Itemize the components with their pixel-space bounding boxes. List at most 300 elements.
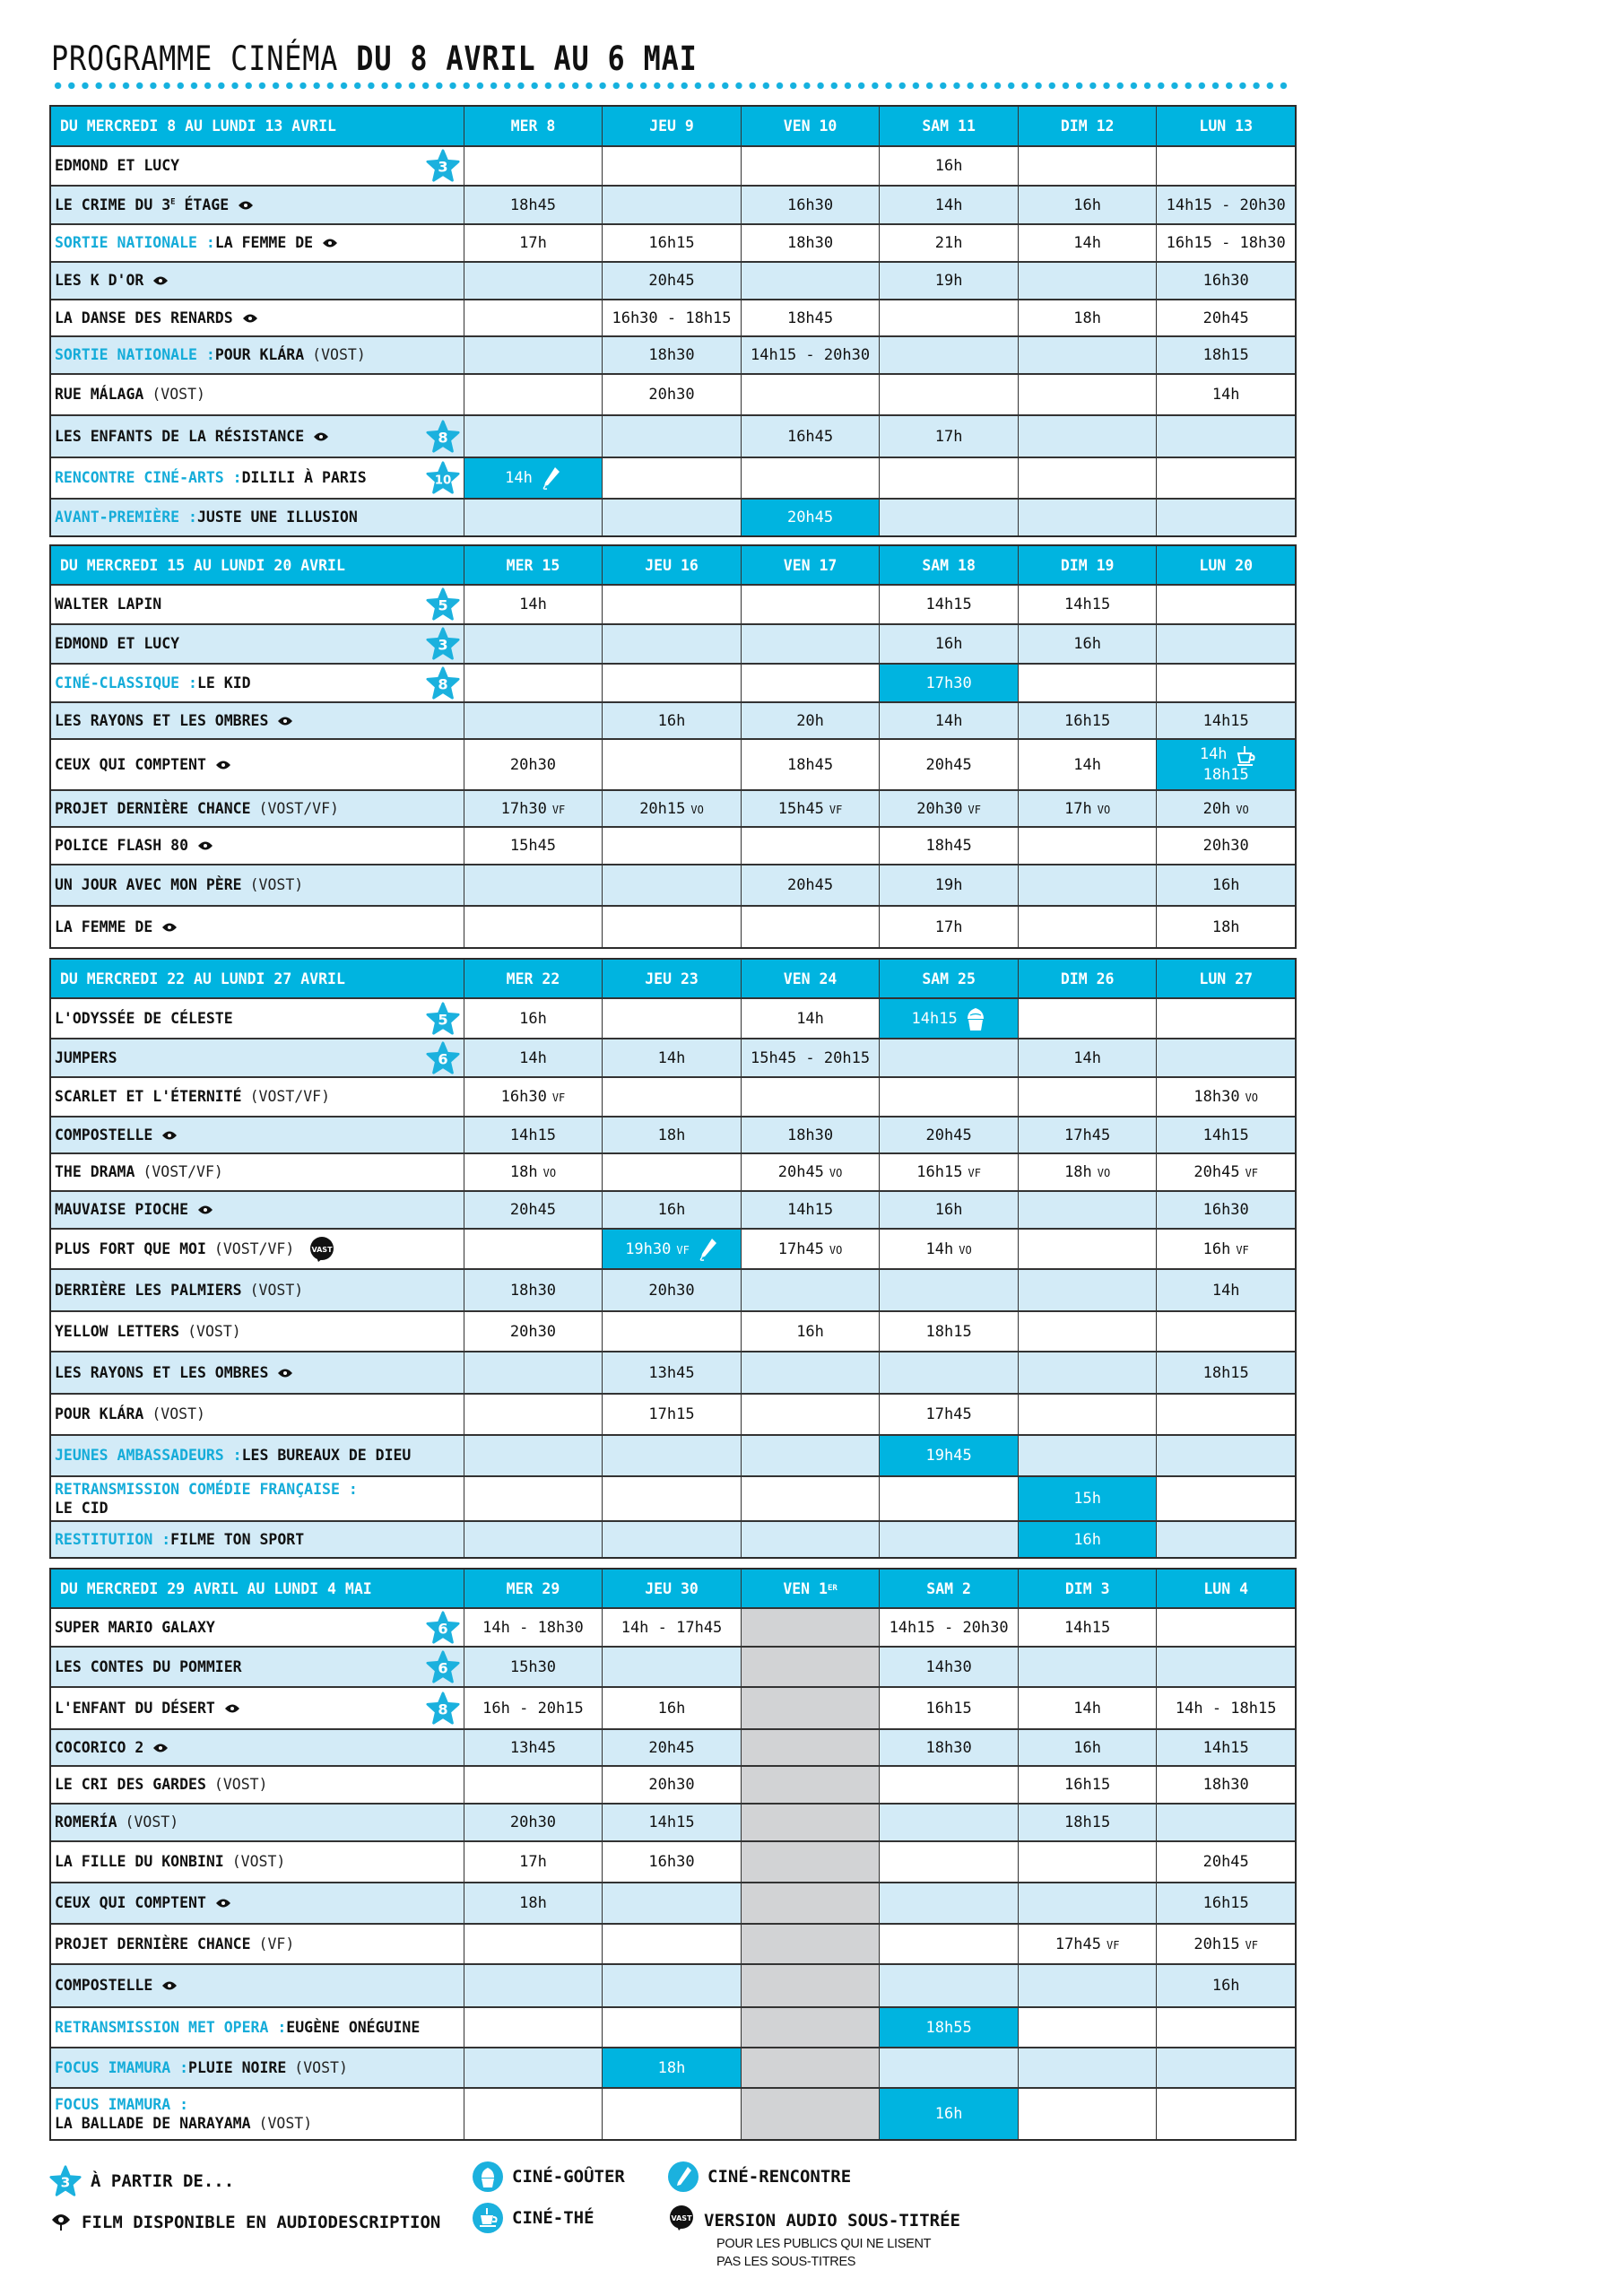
showtime-cell — [602, 1965, 741, 2006]
showtime: 20h30 — [509, 1322, 557, 1341]
day-header: LUN 20 — [1156, 546, 1295, 584]
showtime-cell[interactable] — [879, 740, 1018, 789]
showtime-cell — [879, 1965, 1018, 2006]
showtime-cell[interactable] — [464, 1883, 603, 1923]
showtime-cell[interactable] — [602, 337, 741, 373]
showtime-cell — [741, 1395, 880, 1434]
showtime-cell — [1018, 500, 1157, 535]
showtime: 16h30 — [1202, 1201, 1249, 1219]
page-title — [51, 39, 698, 78]
showtime-cell[interactable] — [1156, 907, 1295, 947]
showtime-cell[interactable] — [602, 225, 741, 261]
showtime-cell — [1018, 1230, 1157, 1268]
showtime: 14h — [505, 469, 533, 487]
showtime-cell[interactable] — [464, 1648, 603, 1686]
showtime-cell[interactable] — [741, 1118, 880, 1152]
showtime-cell[interactable] — [1018, 187, 1157, 223]
film-version: (VOST/VF) — [258, 799, 339, 817]
film-row — [51, 1310, 1295, 1351]
showtime-cell[interactable] — [879, 1154, 1018, 1190]
showtime-cell[interactable] — [879, 2089, 1018, 2139]
showtime-cell[interactable] — [602, 1352, 741, 1393]
showtime-cell[interactable] — [879, 263, 1018, 299]
showtime-cell[interactable] — [1018, 586, 1157, 623]
showtime-cell[interactable] — [602, 1395, 741, 1434]
showtime: 18h — [657, 2058, 686, 2077]
showtime-cell[interactable] — [1156, 187, 1295, 223]
showtime: 17h45 — [1064, 1126, 1111, 1144]
film-row — [51, 223, 1295, 261]
film-name-cell — [51, 1078, 464, 1116]
showtime-cell[interactable] — [741, 416, 880, 457]
showtime-cell[interactable] — [879, 1118, 1018, 1152]
showtime-cell — [1156, 1395, 1295, 1434]
showtime-cell[interactable] — [602, 1270, 741, 1310]
showtime-cell[interactable] — [602, 375, 741, 414]
showtime-cell[interactable] — [1018, 1154, 1157, 1190]
showtime-cell[interactable] — [1156, 1688, 1295, 1728]
showtime-cell[interactable] — [879, 1192, 1018, 1228]
film-version: (VOST) — [312, 346, 366, 364]
showtime-cell[interactable] — [1018, 740, 1157, 789]
showtime-cell[interactable] — [464, 791, 603, 826]
film-version: (VOST) — [249, 1281, 304, 1299]
showtime: 20h — [796, 711, 824, 730]
showtime-cell[interactable] — [602, 1039, 741, 1076]
showtime: 15h30 — [509, 1657, 557, 1676]
showtime: 16h — [934, 1201, 963, 1219]
audiodescription-icon — [197, 839, 213, 853]
audiodescription-icon — [242, 311, 258, 326]
film-name-cell — [51, 1767, 464, 1803]
showtime: 16h15 — [925, 1699, 972, 1718]
showtime-cell — [1018, 1270, 1157, 1310]
showtime-cell — [464, 147, 603, 185]
day-header: JEU 9 — [602, 107, 741, 145]
showtime-cell[interactable] — [602, 1609, 741, 1646]
showtime-cell — [602, 1477, 741, 1520]
cupcake-icon — [965, 1006, 986, 1031]
showtime-cell[interactable] — [1156, 375, 1295, 414]
showtime: 14h — [657, 1048, 686, 1067]
showtime-cell — [741, 1270, 880, 1310]
svg-text:3: 3 — [438, 158, 448, 176]
film-title: PLUS FORT QUE MOI — [55, 1239, 206, 1257]
showtime: 14h — [934, 711, 963, 730]
showtime-cell[interactable] — [464, 225, 603, 261]
showtime-cell[interactable] — [1018, 1730, 1157, 1765]
showtime: 14h15 — [1064, 596, 1111, 613]
language-version: VF — [968, 803, 981, 816]
showtime: 20h30 — [648, 1776, 695, 1794]
showtime-cell[interactable] — [879, 907, 1018, 947]
audiodescription-icon — [215, 758, 231, 772]
showtime-cell[interactable] — [741, 1192, 880, 1228]
age-star-icon — [49, 2165, 82, 2197]
showtime: 16h — [1211, 876, 1240, 894]
showtime: 18h30 — [509, 1281, 557, 1300]
showtime-cell[interactable] — [879, 828, 1018, 864]
showtime-cell[interactable] — [1156, 1352, 1295, 1393]
showtime-cell[interactable] — [464, 1609, 603, 1646]
day-header: DIM 3 — [1018, 1570, 1157, 1607]
showtime-cell[interactable] — [879, 625, 1018, 663]
film-name-cell — [51, 828, 464, 864]
showtime: 16h15 — [1064, 1776, 1111, 1794]
showtime-cell[interactable] — [741, 1154, 880, 1190]
showtime-cell[interactable] — [602, 1230, 741, 1268]
film-version: (VOST) — [213, 1776, 268, 1794]
showtime-cell[interactable] — [1156, 225, 1295, 261]
showtime-cell[interactable] — [741, 865, 880, 905]
film-row — [51, 1882, 1295, 1923]
film-title: LE CRI DES GARDES — [55, 1776, 206, 1794]
showtime-cell[interactable] — [602, 2048, 741, 2087]
svg-text:6: 6 — [438, 1659, 448, 1677]
showtime-cell[interactable] — [1156, 263, 1295, 299]
showtime-cell[interactable] — [1156, 740, 1295, 789]
film-category: SORTIE NATIONALE : — [55, 234, 215, 252]
showtime-cell[interactable] — [879, 1312, 1018, 1351]
showtime: 16h45 — [786, 427, 834, 446]
showtime-cell[interactable] — [879, 1688, 1018, 1728]
showtime-cell[interactable] — [741, 225, 880, 261]
week-header-row — [51, 1570, 1295, 1607]
showtime-cell[interactable] — [879, 187, 1018, 223]
film-name-cell — [51, 1395, 464, 1434]
showtime-cell[interactable] — [602, 1118, 741, 1152]
showtime-cell[interactable] — [1156, 1118, 1295, 1152]
showtime-cell[interactable] — [602, 1192, 741, 1228]
day-header: SAM 18 — [879, 546, 1018, 584]
showtime-cell[interactable] — [879, 416, 1018, 457]
showtime-cell[interactable] — [464, 1688, 603, 1728]
closed-day-cell — [741, 1965, 880, 2006]
showtime-cell[interactable] — [464, 1312, 603, 1351]
showtime-cell[interactable] — [1018, 1609, 1157, 1646]
film-version: (VOST/VF) — [213, 1239, 295, 1257]
showtime: 14h — [1211, 386, 1240, 404]
film-title: LES BUREAUX DE DIEU — [241, 1447, 412, 1465]
showtime-cell[interactable] — [602, 1730, 741, 1765]
showtime-cell — [879, 1352, 1018, 1393]
showtime-cell[interactable] — [879, 147, 1018, 185]
showtime-cell[interactable] — [602, 1842, 741, 1882]
film-version: (VOST) — [152, 1405, 205, 1423]
svg-text:VAST: VAST — [671, 2214, 692, 2222]
audiodescription-icon — [322, 236, 338, 250]
showtime-cell — [464, 907, 603, 947]
showtime-cell[interactable] — [879, 999, 1018, 1038]
showtime-cell[interactable] — [879, 586, 1018, 623]
film-row — [51, 1840, 1295, 1882]
showtime-cell[interactable] — [1156, 865, 1295, 905]
showtime-cell[interactable] — [879, 1730, 1018, 1765]
showtime: 19h — [934, 876, 963, 894]
film-name-cell — [51, 1522, 464, 1557]
film-category: FOCUS IMAMURA : — [55, 2095, 189, 2113]
legend-age — [49, 2165, 234, 2197]
showtime-cell[interactable] — [741, 1039, 880, 1076]
showtime-cell[interactable] — [1156, 1730, 1295, 1765]
film-title: LE CID — [55, 1500, 108, 1517]
language-version: VO — [829, 1243, 843, 1257]
showtime-cell[interactable] — [879, 1436, 1018, 1475]
showtime-cell[interactable] — [1156, 1230, 1295, 1268]
showtime-cell[interactable] — [1156, 791, 1295, 826]
showtime: 17h45 — [925, 1405, 972, 1423]
showtime-cell — [1018, 1436, 1157, 1475]
showtime: 16h — [934, 635, 963, 653]
showtime-cell[interactable] — [1156, 300, 1295, 335]
showtime-cell[interactable] — [741, 999, 880, 1038]
film-category: RESTITUTION : — [55, 1530, 171, 1548]
film-version: (VOST) — [231, 1853, 286, 1871]
film-title: PLUIE NOIRE — [188, 2058, 287, 2076]
showtime-cell[interactable] — [1018, 300, 1157, 335]
showtime-cell[interactable] — [464, 828, 603, 864]
showtime-cell[interactable] — [464, 1730, 603, 1765]
showtime-cell — [1156, 147, 1295, 185]
showtime-cell[interactable] — [464, 586, 603, 623]
film-row — [51, 2047, 1295, 2087]
film-row — [51, 584, 1295, 623]
showtime: 14h — [519, 596, 547, 613]
showtime-cell[interactable] — [1018, 1767, 1157, 1803]
film-row — [51, 1434, 1295, 1475]
showtime-cell[interactable] — [1156, 1883, 1295, 1923]
day-header: DIM 26 — [1018, 960, 1157, 997]
film-title: LES ENFANTS DE LA RÉSISTANCE — [55, 427, 305, 445]
showtime: 18h45 — [925, 837, 972, 855]
showtime-cell[interactable] — [879, 1395, 1018, 1434]
closed-day-cell — [741, 1767, 880, 1803]
showtime-cell[interactable] — [741, 703, 880, 738]
showtime: 14h — [1211, 1281, 1240, 1300]
film-row — [51, 663, 1295, 701]
showtime-cell[interactable] — [741, 300, 880, 335]
showtime-cell[interactable] — [1156, 1767, 1295, 1803]
showtime-cell[interactable] — [879, 1230, 1018, 1268]
audiodescription-icon — [224, 1701, 240, 1716]
showtime-cell[interactable] — [464, 740, 603, 789]
showtime-cell[interactable] — [741, 1312, 880, 1351]
showtime-cell[interactable] — [1156, 1925, 1295, 1963]
showtime-cell[interactable] — [464, 999, 603, 1038]
showtime-cell[interactable] — [602, 1688, 741, 1728]
showtime-cell[interactable] — [1156, 1154, 1295, 1190]
film-name-cell — [51, 1270, 464, 1310]
film-title: CEUX QUI COMPTENT — [55, 1894, 206, 1912]
showtime: 18h — [657, 1126, 686, 1144]
showtime: 18h30 — [786, 1126, 834, 1144]
showtime-cell — [464, 1767, 603, 1803]
showtime: 16h30 VF — [500, 1088, 566, 1106]
svg-text:5: 5 — [438, 1011, 448, 1029]
showtime-cell — [1018, 1842, 1157, 1882]
film-name-cell — [51, 865, 464, 905]
legend-cine-the — [473, 2203, 595, 2233]
showtime: 14h15 - 20h30 — [889, 1618, 1009, 1637]
day-header: JEU 30 — [602, 1570, 741, 1607]
showtime-cell[interactable] — [879, 865, 1018, 905]
showtime: 20h45 — [1202, 309, 1249, 327]
showtime-cell[interactable] — [1018, 1805, 1157, 1840]
showtime-cell[interactable] — [1156, 337, 1295, 373]
film-name-cell — [51, 791, 464, 826]
showtime-cell[interactable] — [1018, 703, 1157, 738]
audiodescription-icon — [277, 1366, 293, 1380]
film-name-cell — [51, 703, 464, 738]
showtime-cell[interactable] — [879, 791, 1018, 826]
showtime-cell[interactable] — [464, 1039, 603, 1076]
film-category: AVANT-PREMIÈRE : — [55, 509, 197, 526]
film-name-cell — [51, 1118, 464, 1152]
film-name-cell — [51, 665, 464, 701]
showtime-cell[interactable] — [879, 665, 1018, 701]
showtime-cell[interactable] — [1018, 1688, 1157, 1728]
film-name-cell — [51, 337, 464, 373]
showtime-cell — [602, 740, 741, 789]
film-row — [51, 1351, 1295, 1393]
showtime: 14h - 18h15 — [1175, 1699, 1277, 1718]
showtime-cell — [1018, 2008, 1157, 2047]
film-row — [51, 414, 1295, 457]
showtime-cell — [602, 458, 741, 498]
showtime: 20h30 — [648, 386, 695, 404]
showtime-cell[interactable] — [602, 263, 741, 299]
showtime-cell[interactable] — [1018, 225, 1157, 261]
showtime-cell[interactable] — [741, 1230, 880, 1268]
audiodescription-icon — [313, 430, 329, 444]
film-name-cell — [51, 1352, 464, 1393]
showtime-cell[interactable] — [1156, 828, 1295, 864]
legend-cine-gouter — [473, 2161, 625, 2192]
showtime: 20h45 — [786, 509, 834, 526]
showtime-cell — [602, 1078, 741, 1116]
showtime-cell — [602, 625, 741, 663]
showtime-cell[interactable] — [741, 740, 880, 789]
showtime-cell — [1018, 828, 1157, 864]
language-version: VF — [1107, 1938, 1120, 1952]
film-title: WALTER LAPIN — [55, 596, 162, 613]
day-header: VEN 10 — [741, 107, 880, 145]
showtime: 18h45 — [786, 755, 834, 774]
showtime-cell[interactable] — [602, 300, 741, 335]
showtime-cell[interactable] — [1156, 1078, 1295, 1116]
showtime-cell[interactable] — [602, 1767, 741, 1803]
showtime-cell[interactable] — [1156, 1965, 1295, 2006]
showtime-cell — [879, 337, 1018, 373]
film-row — [51, 1268, 1295, 1310]
showtime-cell[interactable] — [464, 1078, 603, 1116]
film-name-cell — [51, 1436, 464, 1475]
film-title: EDMOND ET LUCY — [55, 157, 180, 175]
showtime-cell[interactable] — [602, 791, 741, 826]
showtime-cell[interactable] — [464, 1805, 603, 1840]
showtime: 14h15 — [1202, 1738, 1249, 1757]
film-name-cell — [51, 300, 464, 335]
showtime-cell[interactable] — [464, 1118, 603, 1152]
showtime-cell[interactable] — [1156, 703, 1295, 738]
teacup-icon — [1235, 744, 1253, 764]
film-row — [51, 2006, 1295, 2047]
showtime-cell — [1018, 337, 1157, 373]
legend-vast-sub-1: POUR LES PUBLICS QUI NE LISENT — [716, 2237, 932, 2251]
showtime-cell[interactable] — [879, 703, 1018, 738]
showtime-cell[interactable] — [879, 1648, 1018, 1686]
showtime: 14h30 — [925, 1657, 972, 1676]
showtime-cell — [602, 1925, 741, 1963]
showtime-cell[interactable] — [464, 458, 603, 498]
showtime-cell[interactable] — [1156, 1192, 1295, 1228]
showtime-cell[interactable] — [741, 187, 880, 223]
showtime: 16h — [519, 1009, 547, 1028]
film-title: COMPOSTELLE — [55, 1977, 153, 1995]
day-header: MER 15 — [464, 546, 603, 584]
showtime-cell — [602, 586, 741, 623]
showtime-cell[interactable] — [464, 187, 603, 223]
film-title: LA FILLE DU KONBINI — [55, 1853, 224, 1871]
showtime-cell[interactable] — [464, 1270, 603, 1310]
day-header: JEU 23 — [602, 960, 741, 997]
showtime-cell[interactable] — [1018, 1477, 1157, 1520]
showtime: 20h15 VF — [1193, 1935, 1259, 1953]
showtime-cell[interactable] — [741, 500, 880, 535]
showtime-cell[interactable] — [1018, 1039, 1157, 1076]
svg-text:6: 6 — [438, 1620, 448, 1638]
film-category: RETRANSMISSION COMÉDIE FRANÇAISE : — [55, 1480, 358, 1498]
showtime-cell[interactable] — [1156, 1270, 1295, 1310]
showtime-cell[interactable] — [1018, 1118, 1157, 1152]
showtime: 15h45 VF — [777, 799, 843, 818]
showtime-cell — [879, 1522, 1018, 1557]
showtime-cell[interactable] — [464, 1842, 603, 1882]
film-category: RENCONTRE CINÉ-ARTS : — [55, 469, 242, 487]
showtime-cell[interactable] — [741, 791, 880, 826]
audiodescription-icon — [161, 1979, 178, 1993]
showtime-cell — [1156, 2008, 1295, 2047]
showtime-cell[interactable] — [602, 703, 741, 738]
showtime-cell — [1018, 865, 1157, 905]
showtime-cell — [741, 147, 880, 185]
film-name-cell — [51, 2008, 464, 2047]
showtime-cell[interactable] — [602, 1805, 741, 1840]
showtime-cell — [879, 375, 1018, 414]
showtime-cell[interactable] — [879, 1609, 1018, 1646]
showtime: 16h15 VF — [916, 1163, 981, 1181]
showtime-cell[interactable] — [1018, 791, 1157, 826]
showtime: 20h30 — [648, 1281, 695, 1300]
showtime-cell[interactable] — [464, 1192, 603, 1228]
title-light: PROGRAMME CINÉMA — [51, 39, 357, 78]
film-name-cell — [51, 2089, 464, 2139]
film-title: EDMOND ET LUCY — [55, 635, 180, 653]
film-title: LA FEMME DE — [214, 234, 314, 252]
showtime-cell[interactable] — [1018, 1925, 1157, 1963]
showtime-cell[interactable] — [1018, 625, 1157, 663]
showtime-cell[interactable] — [879, 2008, 1018, 2047]
showtime-cell[interactable] — [879, 225, 1018, 261]
film-name-cell — [51, 1039, 464, 1076]
showtime-cell[interactable] — [1156, 1842, 1295, 1882]
showtime-cell — [741, 828, 880, 864]
showtime-cell — [879, 1842, 1018, 1882]
showtime-cell[interactable] — [464, 1154, 603, 1190]
showtime-cell[interactable] — [741, 337, 880, 373]
showtime-cell[interactable] — [1018, 1522, 1157, 1557]
language-version: VF — [676, 1243, 690, 1257]
